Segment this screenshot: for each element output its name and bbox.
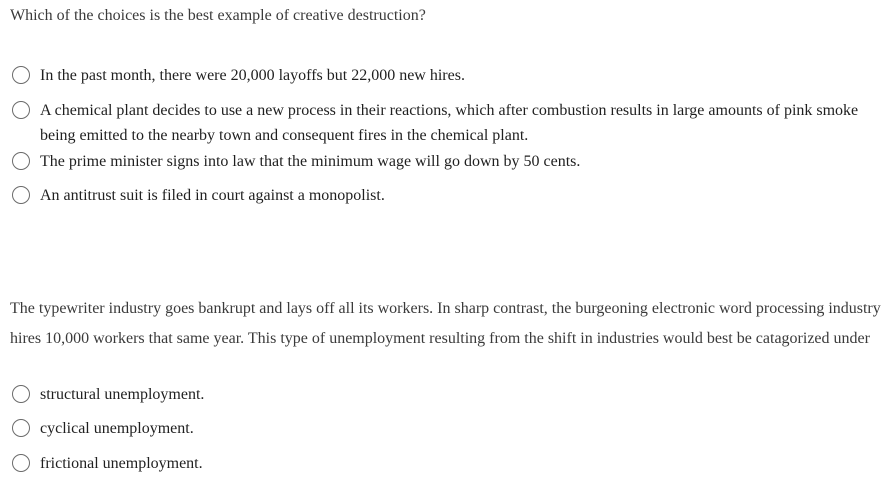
- radio-button[interactable]: [12, 152, 30, 170]
- q2-option-1[interactable]: [12, 382, 204, 407]
- radio-button[interactable]: [12, 66, 30, 84]
- radio-button[interactable]: [12, 101, 30, 119]
- q1-option-1-label: In the past month, there were 20,000 layoffs but 22,000 new hires.: [40, 67, 465, 84]
- q1-option-3[interactable]: [12, 149, 882, 174]
- radio-button[interactable]: [12, 385, 30, 403]
- q1-option-4-label: An antitrust suit is filed in court against a monopolist.: [40, 187, 385, 204]
- q2-option-3-label: frictional unemployment.: [40, 455, 203, 472]
- radio-button[interactable]: [12, 186, 30, 204]
- question-1-prompt: Which of the choices is the best example of creative destruction?: [10, 7, 426, 24]
- q1-option-2[interactable]: [12, 98, 884, 148]
- q1-option-4[interactable]: [12, 183, 882, 208]
- q1-option-1[interactable]: [12, 63, 882, 88]
- q2-option-1-label: structural unemployment.: [40, 386, 205, 403]
- q2-option-2-label: cyclical unemployment.: [40, 420, 194, 437]
- question-2-prompt: The typewriter industry goes bankrupt and lays off all its workers. In sharp contrast, the burgeoning electronic word processing industry hires 10,000 workers that same year. This type of unemployment resulting from the shift in industries would best be catagorized under: [10, 300, 881, 347]
- q1-option-2-label: A chemical plant decides to use a new process in their reactions, which after combustion results in large amounts of pink smoke being emitted to the nearby town and consequent fires in the chemical plant.: [40, 102, 859, 144]
- radio-button[interactable]: [12, 419, 30, 437]
- q2-option-2[interactable]: [12, 416, 194, 441]
- radio-button[interactable]: [12, 454, 30, 472]
- q2-option-3[interactable]: [12, 451, 203, 476]
- q1-option-3-label: The prime minister signs into law that the minimum wage will go down by 50 cents.: [40, 153, 581, 170]
